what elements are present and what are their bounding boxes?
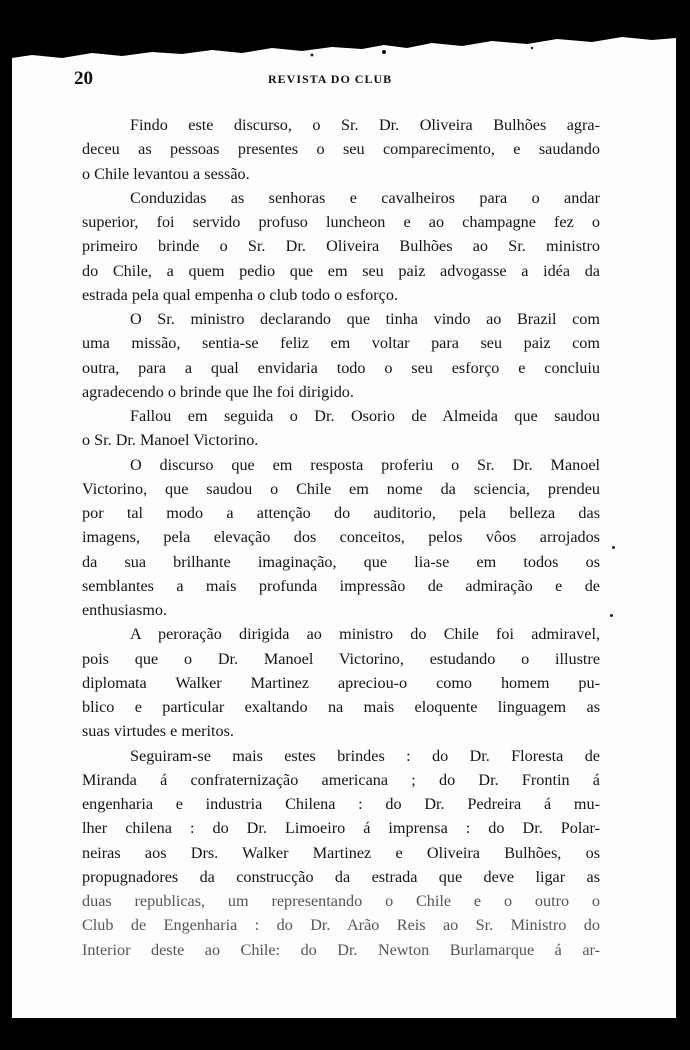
text-line: pois que o Dr. Manoel Victorino, estudando o illustre [82,649,600,668]
running-head: REVISTA DO CLUB [268,72,393,86]
text-line: estrada pela qual empenha o club todo o esforço. [82,285,398,304]
text-line: por tal modo a attenção do auditorio, pela belleza das [82,504,600,522]
text-line: Victorino, que saudou o Chile em nome da sciencia, prendeu [82,479,600,498]
ink-speck [612,546,615,549]
text-line: Interior deste ao Chile: do Dr. Newton Burlamarque á ar- [82,940,600,959]
text-line: da sua brilhante imaginação, que lia-se em todos os [82,552,600,571]
text-line: suas virtudes e meritos. [82,722,234,741]
text-line: Miranda á confraternização americana ; do Dr. Frontin á [82,770,600,789]
text-line: Fallou em seguida o Dr. Osorio de Almeida que saudou [130,407,600,425]
text-line: uma missão, sentia-se feliz em voltar para seu paiz com [82,334,600,353]
text-line: semblantes a mais profunda impressão de admiração e de [82,576,600,595]
text-line: deceu as pessoas presentes o seu comparecimento, e saudando [82,140,600,159]
text-line: agradecendo o brinde que lhe foi dirigido. [82,382,354,401]
text-line: Conduzidas as senhoras e cavalheiros para o andar [130,188,600,207]
document-page [12,28,676,1018]
text-line: Findo este discurso, o Sr. Dr. Oliveira Bulhões agra- [130,116,600,134]
article-body [82,113,600,962]
text-line: o Sr. Dr. Manoel Victorino. [82,431,259,450]
text-line: A peroração dirigida ao ministro do Chile foi admiravel, [130,625,600,644]
text-line: blico e particular exaltando na mais eloquente linguagem as [82,698,600,716]
page-number: 20 [74,68,93,89]
text-line: do Chile, a quem pedio que em seu paiz advogasse a idéa da [82,261,600,280]
text-line: propugnadores da construcção da estrada que deve ligar as [82,867,600,886]
ink-speck [610,614,613,617]
text-line: primeiro brinde o Sr. Dr. Oliveira Bulhões ao Sr. ministro [82,237,600,256]
text-line: neiras aos Drs. Walker Martinez e Oliveira Bulhões, os [82,843,600,862]
text-line: O Sr. ministro declarando que tinha vindo ao Brazil com [130,310,600,328]
text-line: Seguiram-se mais estes brindes : do Dr. Floresta de [130,746,600,765]
page-header [12,68,676,92]
text-line: lher chilena : do Dr. Limoeiro á imprensa : do Dr. Polar- [82,819,600,838]
text-line: superior, foi servido profuso luncheon e ao champagne fez o [82,213,600,231]
text-line: duas republicas, um representando o Chile e o outro o [82,892,600,910]
text-line: O discurso que em resposta proferiu o Sr. Dr. Manoel [130,455,600,474]
text-line: imagens, pela elevação dos conceitos, pelos vôos arrojados [82,528,600,547]
text-line: o Chile levantou a sessão. [82,164,250,183]
text-line: enthusiasmo. [82,601,167,619]
text-line: outra, para a qual envidaria todo o seu esforço e concluiu [82,358,600,377]
torn-top-edge [12,28,676,58]
text-line: Club de Engenharia : do Dr. Arão Reis ao Sr. Ministro do [82,916,600,935]
text-line: diplomata Walker Martinez apreciou-o como homem pu- [82,673,600,692]
text-line: engenharia e industria Chilena : do Dr. Pedreira á mu- [82,795,600,813]
